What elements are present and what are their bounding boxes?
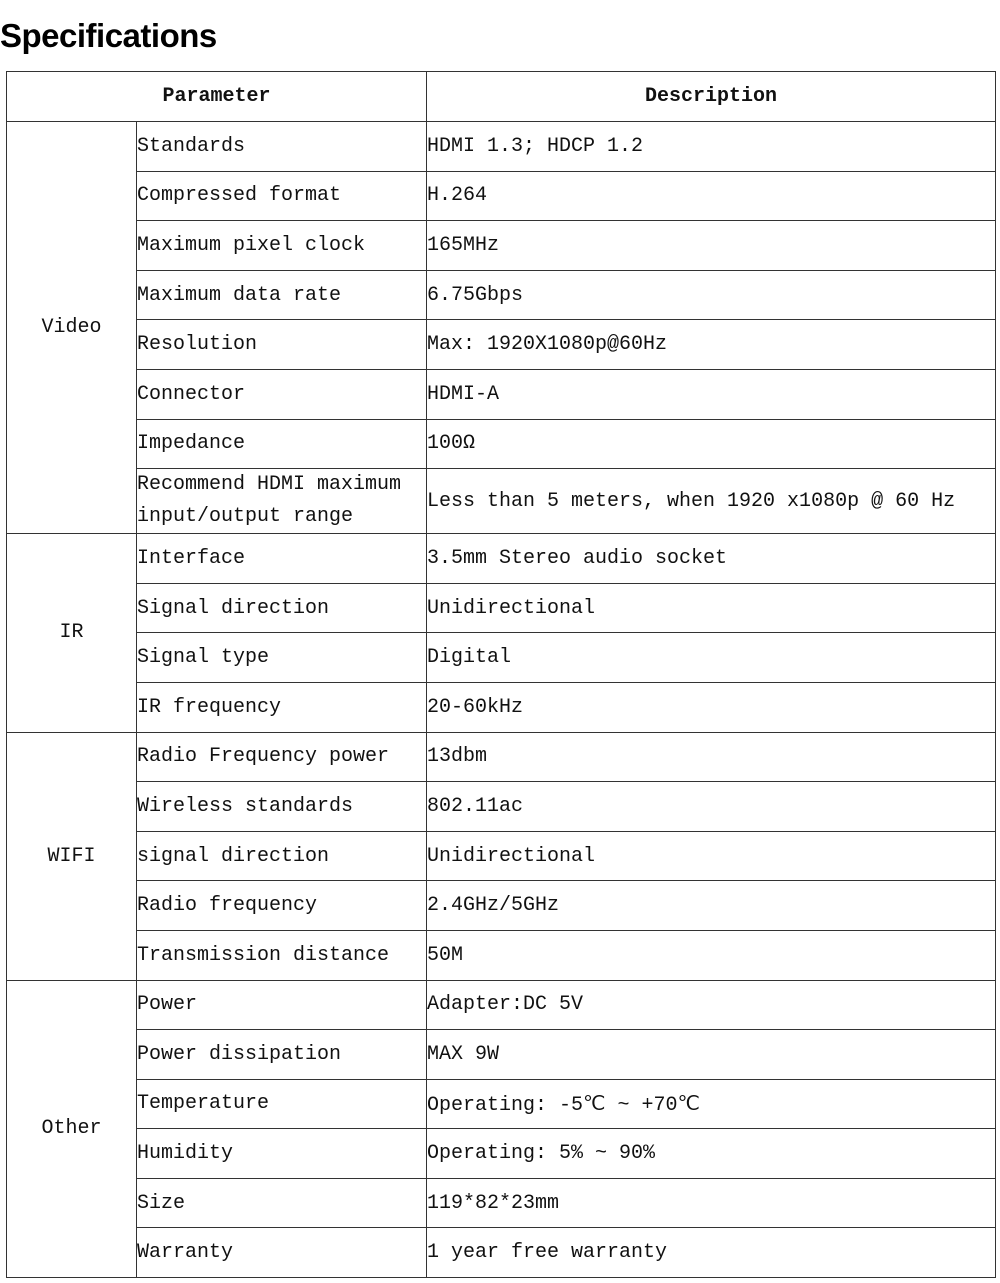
table-row	[7, 369, 996, 419]
param-cell: Size	[137, 1178, 427, 1228]
table-row	[7, 682, 996, 732]
group-label-other: Other	[7, 980, 137, 1278]
page-title: Specifications	[0, 17, 217, 54]
param-cell: Interface	[137, 534, 427, 584]
param-cell: Humidity	[137, 1129, 427, 1179]
desc-cell: 3.5mm Stereo audio socket	[427, 534, 996, 584]
param-cell: Wireless standards	[137, 782, 427, 832]
desc-cell: MAX 9W	[427, 1030, 996, 1080]
desc-cell: 165MHz	[427, 221, 996, 271]
desc-cell: HDMI-A	[427, 369, 996, 419]
param-cell: Radio frequency	[137, 881, 427, 931]
desc-cell: Max: 1920X1080p@60Hz	[427, 320, 996, 370]
param-cell: Maximum pixel clock	[137, 221, 427, 271]
param-cell: Temperature	[137, 1079, 427, 1129]
param-cell: Transmission distance	[137, 930, 427, 980]
table-row	[7, 534, 996, 584]
desc-cell: 119*82*23mm	[427, 1178, 996, 1228]
desc-cell: Adapter:DC 5V	[427, 980, 996, 1030]
desc-cell: Operating: 5% ~ 90%	[427, 1129, 996, 1179]
table-row	[7, 583, 996, 633]
header-description: Description	[427, 72, 996, 122]
param-cell: Compressed format	[137, 171, 427, 221]
table-row	[7, 270, 996, 320]
param-cell: Standards	[137, 122, 427, 172]
table-row	[7, 732, 996, 782]
param-cell: Radio Frequency power	[137, 732, 427, 782]
desc-cell: H.264	[427, 171, 996, 221]
desc-cell: Unidirectional	[427, 583, 996, 633]
table-row	[7, 831, 996, 881]
param-cell: Connector	[137, 369, 427, 419]
table-row	[7, 1030, 996, 1080]
table-row	[7, 1079, 996, 1129]
group-label-ir: IR	[7, 534, 137, 732]
table-row	[7, 1228, 996, 1278]
param-cell: Resolution	[137, 320, 427, 370]
param-cell: Recommend HDMI maximum input/output range	[137, 469, 427, 534]
desc-cell: 50M	[427, 930, 996, 980]
table-row	[7, 171, 996, 221]
header-parameter: Parameter	[7, 72, 427, 122]
desc-cell: Less than 5 meters, when 1920 x1080p @ 60 Hz	[427, 469, 996, 534]
table-row	[7, 1178, 996, 1228]
desc-cell: 6.75Gbps	[427, 270, 996, 320]
group-label-video: Video	[7, 122, 137, 534]
param-cell: Power dissipation	[137, 1030, 427, 1080]
desc-cell: Unidirectional	[427, 831, 996, 881]
param-cell: Warranty	[137, 1228, 427, 1278]
table-row	[7, 633, 996, 683]
table-row	[7, 221, 996, 271]
table-header-row	[7, 72, 996, 122]
desc-cell: Operating: -5℃ ~ +70℃	[427, 1079, 996, 1129]
desc-cell: 13dbm	[427, 732, 996, 782]
table-row	[7, 881, 996, 931]
desc-cell: Digital	[427, 633, 996, 683]
desc-cell: 1 year free warranty	[427, 1228, 996, 1278]
specifications-table	[6, 71, 996, 1278]
desc-cell: 100Ω	[427, 419, 996, 469]
desc-cell: 20-60kHz	[427, 682, 996, 732]
desc-cell: 2.4GHz/5GHz	[427, 881, 996, 931]
param-cell: Signal direction	[137, 583, 427, 633]
param-cell: signal direction	[137, 831, 427, 881]
table-row	[7, 782, 996, 832]
table-row	[7, 980, 996, 1030]
group-label-wifi: WIFI	[7, 732, 137, 980]
table-row	[7, 419, 996, 469]
desc-cell: HDMI 1.3; HDCP 1.2	[427, 122, 996, 172]
table-row	[7, 122, 996, 172]
param-cell: IR frequency	[137, 682, 427, 732]
table-row	[7, 930, 996, 980]
table-row	[7, 320, 996, 370]
param-cell: Power	[137, 980, 427, 1030]
desc-cell: 802.11ac	[427, 782, 996, 832]
param-cell: Maximum data rate	[137, 270, 427, 320]
param-cell: Signal type	[137, 633, 427, 683]
table-row	[7, 1129, 996, 1179]
table-row	[7, 469, 996, 534]
param-cell: Impedance	[137, 419, 427, 469]
